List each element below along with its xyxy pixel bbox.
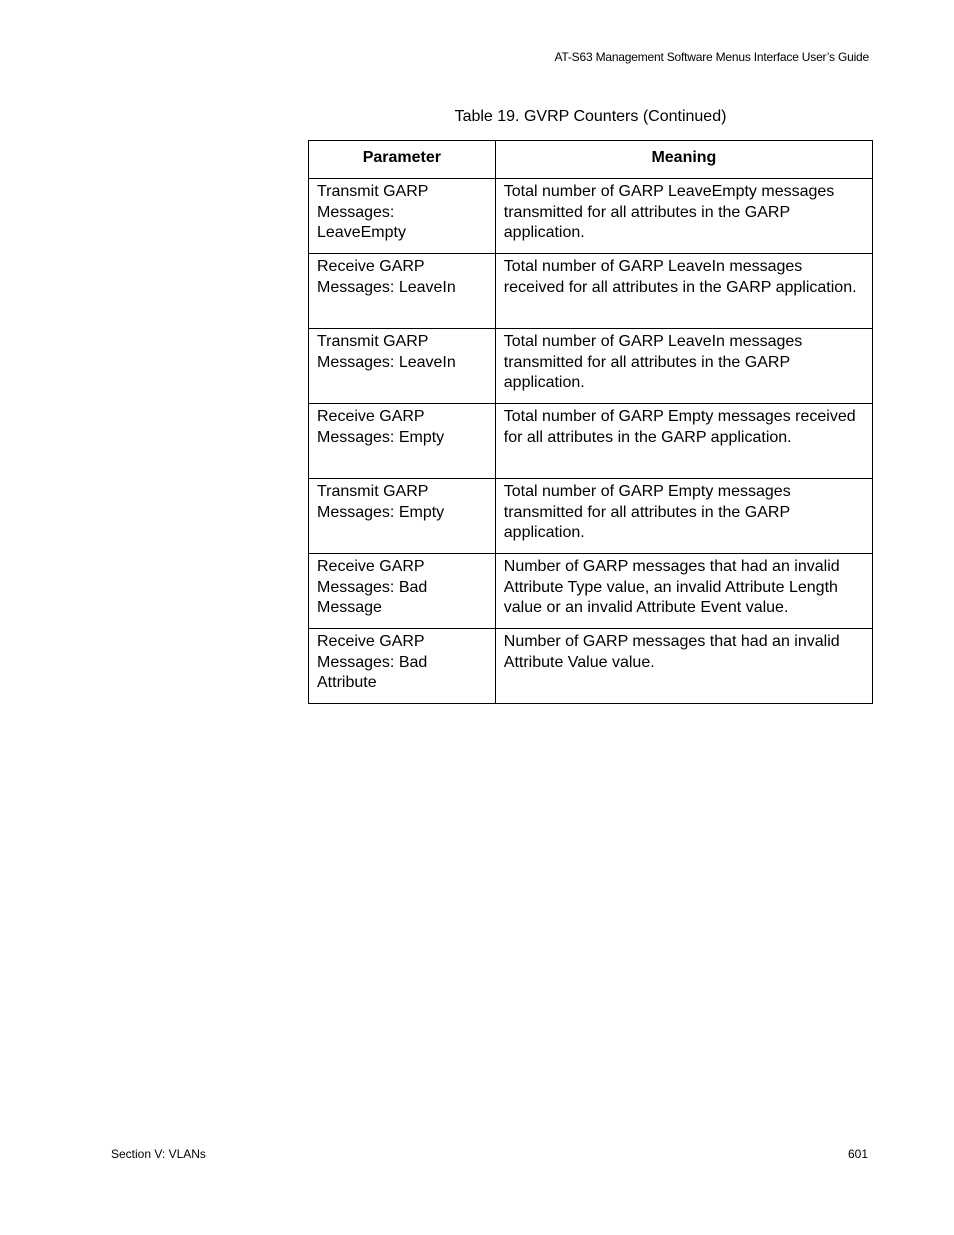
parameter-cell: Transmit GARP Messages: LeaveIn — [309, 329, 496, 404]
meaning-cell: Number of GARP messages that had an invalid Attribute Value value. — [495, 629, 872, 704]
parameter-cell: Receive GARP Messages: Bad Message — [309, 554, 496, 629]
footer-section-label: Section V: VLANs — [111, 1147, 206, 1161]
meaning-cell: Total number of GARP LeaveEmpty messages transmitted for all attributes in the GARP application. — [495, 179, 872, 254]
column-header-parameter: Parameter — [309, 141, 496, 179]
table-row — [309, 629, 873, 704]
table-row — [309, 179, 873, 254]
table-row — [309, 479, 873, 554]
table-caption: Table 19. GVRP Counters (Continued) — [454, 108, 727, 125]
table-row — [309, 404, 873, 479]
table-row — [309, 554, 873, 629]
meaning-cell: Number of GARP messages that had an invalid Attribute Type value, an invalid Attribute Length value or an invalid Attribute Event value. — [495, 554, 872, 629]
meaning-cell: Total number of GARP LeaveIn messages received for all attributes in the GARP application. — [495, 254, 872, 329]
parameter-cell: Receive GARP Messages: LeaveIn — [309, 254, 496, 329]
parameter-cell: Transmit GARP Messages: LeaveEmpty — [309, 179, 496, 254]
meaning-cell: Total number of GARP Empty messages received for all attributes in the GARP application. — [495, 404, 872, 479]
gvrp-counters-table — [308, 140, 873, 704]
parameter-cell: Receive GARP Messages: Bad Attribute — [309, 629, 496, 704]
column-header-meaning: Meaning — [495, 141, 872, 179]
table-header-row — [309, 141, 873, 179]
running-header: AT-S63 Management Software Menus Interface User’s Guide — [554, 50, 869, 64]
parameter-cell: Transmit GARP Messages: Empty — [309, 479, 496, 554]
meaning-cell: Total number of GARP Empty messages transmitted for all attributes in the GARP application. — [495, 479, 872, 554]
footer-page-number: 601 — [847, 1147, 868, 1161]
parameter-cell: Receive GARP Messages: Empty — [309, 404, 496, 479]
meaning-cell: Total number of GARP LeaveIn messages transmitted for all attributes in the GARP application. — [495, 329, 872, 404]
table-row — [309, 329, 873, 404]
table-row — [309, 254, 873, 329]
